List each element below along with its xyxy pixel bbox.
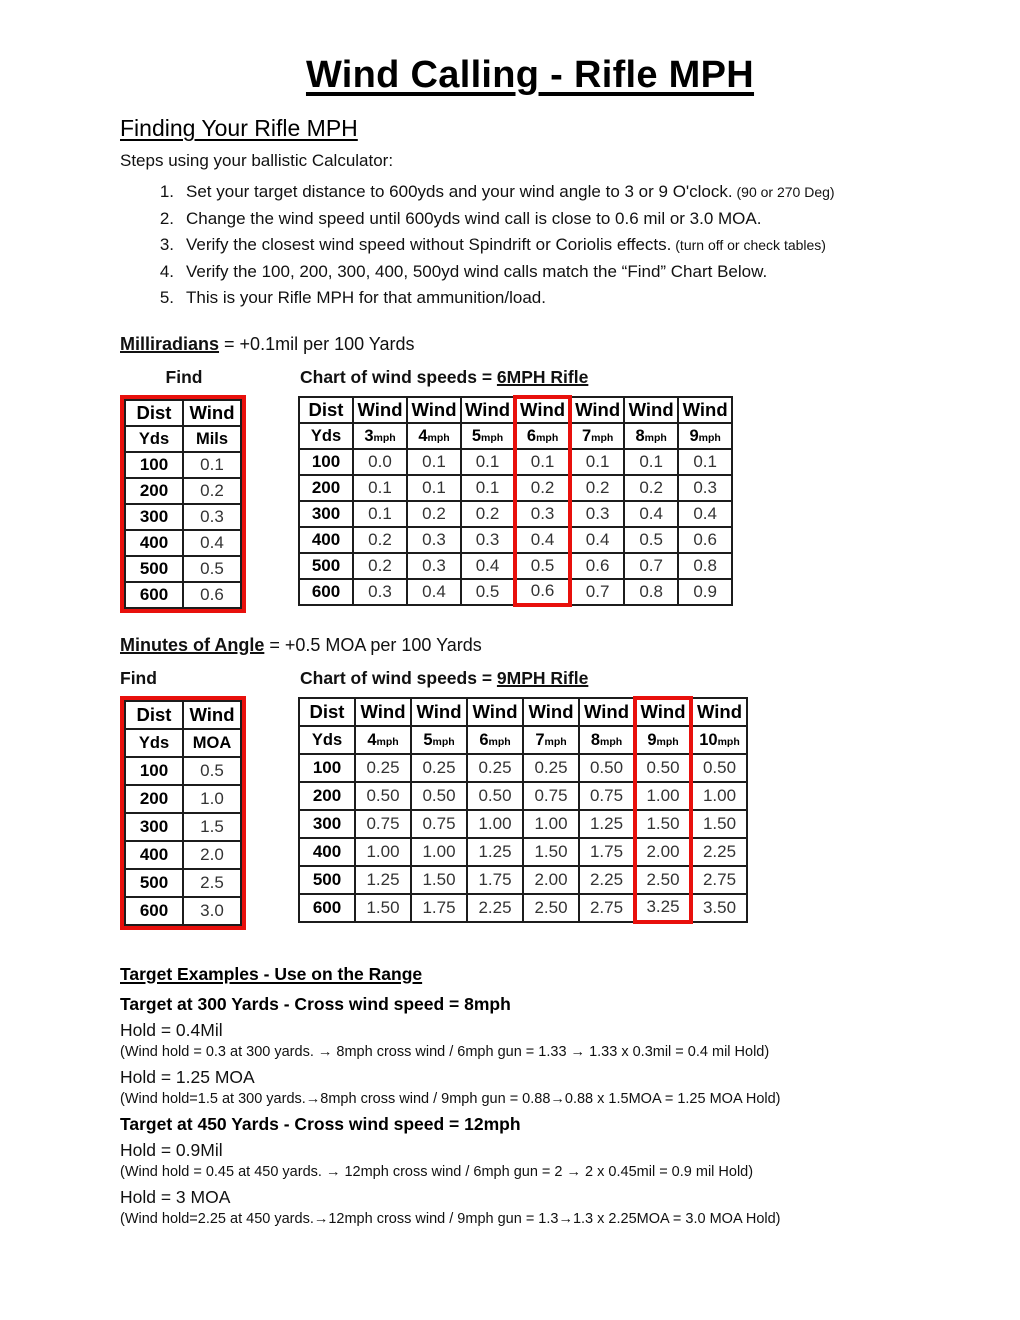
- moa-table-labels-row: [120, 668, 940, 689]
- table-cell: Wind: [523, 698, 579, 726]
- table-cell: 300: [125, 813, 183, 841]
- step-number: 3.: [159, 235, 174, 254]
- table-row: [125, 504, 241, 530]
- table-cell: 300: [299, 810, 355, 838]
- table-cell: Dist: [299, 698, 355, 726]
- table-cell: 0.1: [624, 449, 678, 475]
- table-cell: 9mph: [678, 423, 732, 449]
- mil-tables-row: [120, 395, 940, 613]
- table-cell: 0.1: [407, 449, 461, 475]
- step-number: 5.: [159, 288, 174, 307]
- table-cell: 600: [125, 897, 183, 925]
- table-row: [299, 838, 747, 866]
- table-row: [125, 530, 241, 556]
- table-row: [125, 478, 241, 504]
- table-cell: 1.00: [467, 810, 523, 838]
- steps-list: [148, 179, 940, 312]
- table-cell: 2.25: [579, 866, 635, 894]
- table-cell: 2.25: [467, 894, 523, 922]
- table-cell: 5mph: [461, 423, 515, 449]
- table-cell: 0.25: [523, 754, 579, 782]
- table-cell: 2.00: [635, 838, 691, 866]
- table-cell: 1.50: [635, 810, 691, 838]
- table-row: [125, 701, 241, 729]
- table-cell: Yds: [125, 426, 183, 452]
- table-cell: 300: [299, 501, 353, 527]
- table-cell: 0.2: [407, 501, 461, 527]
- table-cell: 0.1: [461, 449, 515, 475]
- milliradians-section: [120, 334, 940, 613]
- table-cell: Wind: [407, 397, 461, 423]
- example-hold-mil-450: Hold = 0.9Mil: [120, 1139, 223, 1160]
- milliradians-rule: = +0.1mil per 100 Yards: [219, 333, 415, 354]
- table-row: [299, 397, 732, 423]
- table-cell: 1.5: [183, 813, 241, 841]
- table-row: [125, 757, 241, 785]
- table-cell: 0.5: [183, 556, 241, 582]
- table-cell: 0.6: [183, 582, 241, 608]
- table-cell: 0.3: [353, 579, 407, 605]
- table-cell: 0.4: [407, 579, 461, 605]
- mil-table-labels-row: [120, 367, 940, 388]
- table-cell: 1.00: [355, 838, 411, 866]
- step-text: [186, 285, 546, 312]
- table-cell: 2.75: [579, 894, 635, 922]
- table-cell: 2.75: [691, 866, 747, 894]
- table-cell: 300: [125, 504, 183, 530]
- step-number: 4.: [159, 261, 174, 281]
- table-cell: 0.75: [355, 810, 411, 838]
- table-cell: 0.4: [624, 501, 678, 527]
- table-cell: 0.50: [635, 754, 691, 782]
- table-cell: 0.50: [691, 754, 747, 782]
- table-cell: 0.1: [353, 475, 407, 501]
- table-cell: 0.2: [353, 527, 407, 553]
- table-cell: 0.1: [678, 449, 732, 475]
- table-cell: 0.3: [570, 501, 624, 527]
- step-number: 1.: [159, 182, 174, 201]
- table-cell: 0.75: [411, 810, 467, 838]
- moa-chart-label: [300, 668, 588, 689]
- table-cell: 8mph: [579, 726, 635, 754]
- data-table-grid: [124, 399, 242, 609]
- table-row: [125, 556, 241, 582]
- step-text: [186, 179, 835, 206]
- table-cell: 0.1: [570, 449, 624, 475]
- table-cell: 6mph: [515, 423, 570, 449]
- table-cell: 6mph: [467, 726, 523, 754]
- example-calc-moa-300: (Wind hold=1.5 at 300 yards.→8mph cross wind / 9mph gun = 0.88→0.88 x 1.5MOA = 1.25 MOA Hold): [120, 1090, 781, 1107]
- table-row: [125, 729, 241, 757]
- example-calc-moa-450: (Wind hold=2.25 at 450 yards.→12mph cross wind / 9mph gun = 1.3→1.3 x 2.25MOA = 3.0 MOA Hold): [120, 1210, 781, 1227]
- table-cell: 0.2: [570, 475, 624, 501]
- step-note: (90 or 270 Deg): [732, 184, 835, 200]
- table-cell: 0.6: [678, 527, 732, 553]
- table-row: [125, 785, 241, 813]
- section-heading-finding-rifle-mph: Finding Your Rifle MPH: [120, 115, 358, 141]
- table-row: [299, 475, 732, 501]
- table-cell: Yds: [299, 423, 353, 449]
- table-cell: 0.50: [579, 754, 635, 782]
- table-cell: 0.5: [624, 527, 678, 553]
- table-row: [299, 754, 747, 782]
- table-row: [125, 813, 241, 841]
- table-cell: 3.25: [635, 894, 691, 922]
- table-cell: Wind: [678, 397, 732, 423]
- table-cell: 0.4: [183, 530, 241, 556]
- table-cell: 0.25: [467, 754, 523, 782]
- table-cell: 5mph: [411, 726, 467, 754]
- table-row: [299, 698, 747, 726]
- table-cell: 200: [299, 782, 355, 810]
- table-cell: 0.3: [515, 501, 570, 527]
- table-row: [299, 449, 732, 475]
- table-cell: 0.3: [183, 504, 241, 530]
- table-row: [125, 841, 241, 869]
- table-cell: Wind: [691, 698, 747, 726]
- table-cell: 4mph: [355, 726, 411, 754]
- table-cell: 0.1: [461, 475, 515, 501]
- table-cell: 1.50: [523, 838, 579, 866]
- moa-chart-rifle-link: 9MPH Rifle: [496, 667, 589, 688]
- table-cell: 0.7: [570, 579, 624, 605]
- moa-find-label: Find: [120, 667, 157, 688]
- table-cell: 0.3: [678, 475, 732, 501]
- mil-chart-label: [300, 367, 588, 388]
- table-row: [299, 579, 732, 605]
- table-cell: 0.8: [678, 553, 732, 579]
- moa-chart-label-text: Chart of wind speeds =: [300, 667, 497, 688]
- table-cell: 4mph: [407, 423, 461, 449]
- table-cell: 2.25: [691, 838, 747, 866]
- table-cell: Wind: [570, 397, 624, 423]
- table-row: [299, 527, 732, 553]
- moa-chart-table: [298, 696, 748, 924]
- table-cell: 2.00: [523, 866, 579, 894]
- table-cell: 0.1: [515, 449, 570, 475]
- milliradians-term: Milliradians: [120, 333, 220, 354]
- table-cell: 1.25: [355, 866, 411, 894]
- table-cell: Wind: [624, 397, 678, 423]
- table-cell: 400: [299, 838, 355, 866]
- table-cell: 3.50: [691, 894, 747, 922]
- example-hold-mil-300: Hold = 0.4Mil: [120, 1019, 223, 1040]
- table-cell: 0.4: [515, 527, 570, 553]
- table-cell: 0.3: [461, 527, 515, 553]
- table-row: [125, 582, 241, 608]
- step-item-5: [148, 285, 940, 312]
- mil-find-table: [120, 395, 246, 613]
- table-cell: 0.25: [355, 754, 411, 782]
- table-cell: 0.1: [183, 452, 241, 478]
- step-item-2: [148, 206, 940, 233]
- table-row: [125, 400, 241, 426]
- table-cell: 100: [299, 754, 355, 782]
- data-table-grid: [298, 696, 748, 924]
- table-row: [299, 866, 747, 894]
- data-table-grid: [298, 395, 733, 607]
- example-hold-moa-300: Hold = 1.25 MOA: [120, 1066, 255, 1087]
- table-cell: 0.50: [355, 782, 411, 810]
- table-cell: 1.25: [467, 838, 523, 866]
- step-note: (turn off or check tables): [671, 237, 826, 253]
- table-cell: 2.0: [183, 841, 241, 869]
- table-cell: 100: [125, 452, 183, 478]
- table-cell: 200: [299, 475, 353, 501]
- step-main-text: Verify the 100, 200, 300, 400, 500yd wind calls match the “Find” Chart Below.: [186, 261, 768, 281]
- table-cell: 0.5: [461, 579, 515, 605]
- table-cell: 0.1: [353, 501, 407, 527]
- table-cell: 500: [125, 869, 183, 897]
- table-cell: 600: [125, 582, 183, 608]
- table-cell: 0.2: [624, 475, 678, 501]
- table-cell: 1.00: [691, 782, 747, 810]
- table-cell: 1.00: [411, 838, 467, 866]
- table-cell: Wind: [467, 698, 523, 726]
- table-row: [125, 426, 241, 452]
- table-cell: 400: [125, 841, 183, 869]
- table-cell: 3.0: [183, 897, 241, 925]
- table-cell: 8mph: [624, 423, 678, 449]
- mil-chart-rifle-link: 6MPH Rifle: [496, 366, 589, 387]
- step-item-3: [148, 232, 940, 259]
- table-cell: 600: [299, 579, 353, 605]
- table-cell: 1.00: [635, 782, 691, 810]
- table-cell: 100: [125, 757, 183, 785]
- step-main-text: Verify the closest wind speed without Spindrift or Coriolis effects.: [186, 235, 672, 254]
- step-item-4: [148, 259, 940, 286]
- table-cell: 2.50: [523, 894, 579, 922]
- table-cell: 7mph: [570, 423, 624, 449]
- table-cell: 7mph: [523, 726, 579, 754]
- table-cell: 10mph: [691, 726, 747, 754]
- table-cell: 1.0: [183, 785, 241, 813]
- table-cell: 0.25: [411, 754, 467, 782]
- table-cell: Dist: [299, 397, 353, 423]
- table-cell: Yds: [125, 729, 183, 757]
- table-cell: 1.75: [579, 838, 635, 866]
- table-cell: Wind: [353, 397, 407, 423]
- table-cell: 500: [125, 556, 183, 582]
- table-cell: 0.75: [579, 782, 635, 810]
- example-calc-mil-450: (Wind hold = 0.45 at 450 yards. → 12mph cross wind / 6mph gun = 2 → 2 x 0.45mil = 0.9 mil Hold): [120, 1163, 754, 1180]
- table-cell: 0.4: [461, 553, 515, 579]
- table-cell: 1.50: [411, 866, 467, 894]
- data-table-grid: [124, 700, 242, 926]
- table-cell: Wind: [515, 397, 570, 423]
- mil-chart-label-text: Chart of wind speeds =: [300, 366, 497, 387]
- table-cell: Yds: [299, 726, 355, 754]
- target-examples-section: [120, 964, 940, 1227]
- table-cell: 1.50: [355, 894, 411, 922]
- table-cell: Wind: [183, 701, 241, 729]
- table-cell: 0.9: [678, 579, 732, 605]
- table-cell: 2.5: [183, 869, 241, 897]
- table-cell: 2.50: [635, 866, 691, 894]
- step-main-text: Set your target distance to 600yds and your wind angle to 3 or 9 O'clock.: [186, 182, 733, 201]
- table-cell: Wind: [461, 397, 515, 423]
- table-row: [125, 869, 241, 897]
- table-cell: 200: [125, 478, 183, 504]
- table-cell: 0.75: [523, 782, 579, 810]
- table-row: [299, 782, 747, 810]
- examples-heading: Target Examples - Use on the Range: [120, 963, 423, 984]
- table-cell: 400: [299, 527, 353, 553]
- moa-rule: = +0.5 MOA per 100 Yards: [264, 634, 482, 655]
- table-cell: Mils: [183, 426, 241, 452]
- table-cell: 0.2: [183, 478, 241, 504]
- table-cell: 9mph: [635, 726, 691, 754]
- table-cell: 500: [299, 553, 353, 579]
- step-text: [186, 232, 826, 259]
- table-cell: Wind: [355, 698, 411, 726]
- table-cell: 0.6: [570, 553, 624, 579]
- table-cell: 0.3: [407, 527, 461, 553]
- table-cell: 1.75: [411, 894, 467, 922]
- table-row: [299, 726, 747, 754]
- table-cell: Wind: [579, 698, 635, 726]
- step-text: [186, 206, 761, 233]
- table-cell: 0.50: [467, 782, 523, 810]
- table-cell: 0.5: [183, 757, 241, 785]
- step-main-text: This is your Rifle MPH for that ammunition/load.: [186, 288, 546, 307]
- table-row: [299, 553, 732, 579]
- table-cell: 0.3: [407, 553, 461, 579]
- step-item-1: [148, 179, 940, 206]
- table-row: [299, 501, 732, 527]
- table-row: [299, 894, 747, 922]
- table-row: [125, 452, 241, 478]
- table-cell: 0.2: [461, 501, 515, 527]
- milliradians-rule-line: [120, 334, 940, 355]
- example-target-450: Target at 450 Yards - Cross wind speed = 12mph: [120, 1113, 521, 1134]
- example-hold-moa-450: Hold = 3 MOA: [120, 1186, 231, 1207]
- table-cell: 0.0: [353, 449, 407, 475]
- moa-tables-row: [120, 696, 940, 930]
- table-cell: 0.8: [624, 579, 678, 605]
- moa-find-table: [120, 696, 246, 930]
- table-cell: 0.6: [515, 579, 570, 605]
- table-cell: 400: [125, 530, 183, 556]
- moa-rule-line: [120, 635, 940, 656]
- table-cell: MOA: [183, 729, 241, 757]
- table-cell: 500: [299, 866, 355, 894]
- example-calc-mil-300: (Wind hold = 0.3 at 300 yards. → 8mph cross wind / 6mph gun = 1.33 → 1.33 x 0.3mil = 0.4 mil Hold): [120, 1043, 770, 1060]
- step-number: 2.: [159, 208, 174, 228]
- table-row: [299, 423, 732, 449]
- example-target-300: Target at 300 Yards - Cross wind speed = 8mph: [120, 993, 511, 1014]
- table-cell: 1.00: [523, 810, 579, 838]
- table-cell: 1.25: [579, 810, 635, 838]
- table-cell: 0.2: [353, 553, 407, 579]
- table-cell: Wind: [635, 698, 691, 726]
- page-title: Wind Calling - Rifle MPH: [305, 54, 755, 96]
- mil-find-label: Find: [165, 366, 203, 387]
- table-cell: Dist: [125, 400, 183, 426]
- mil-chart-table: [298, 395, 733, 607]
- table-cell: 200: [125, 785, 183, 813]
- step-text: [186, 259, 767, 286]
- table-cell: 1.50: [691, 810, 747, 838]
- table-cell: 100: [299, 449, 353, 475]
- table-cell: 0.7: [624, 553, 678, 579]
- table-cell: Dist: [125, 701, 183, 729]
- step-main-text: Change the wind speed until 600yds wind call is close to 0.6 mil or 3.0 MOA.: [186, 208, 762, 228]
- table-cell: Wind: [183, 400, 241, 426]
- table-cell: 0.5: [515, 553, 570, 579]
- table-cell: 0.1: [407, 475, 461, 501]
- moa-term: Minutes of Angle: [120, 634, 265, 655]
- table-cell: 0.50: [411, 782, 467, 810]
- table-row: [125, 897, 241, 925]
- table-cell: 0.2: [515, 475, 570, 501]
- table-cell: 600: [299, 894, 355, 922]
- table-cell: 0.4: [570, 527, 624, 553]
- table-row: [299, 810, 747, 838]
- steps-intro-line: Steps using your ballistic Calculator:: [120, 151, 394, 170]
- table-cell: 3mph: [353, 423, 407, 449]
- table-cell: 1.75: [467, 866, 523, 894]
- table-cell: 0.4: [678, 501, 732, 527]
- table-cell: Wind: [411, 698, 467, 726]
- moa-section: [120, 635, 940, 930]
